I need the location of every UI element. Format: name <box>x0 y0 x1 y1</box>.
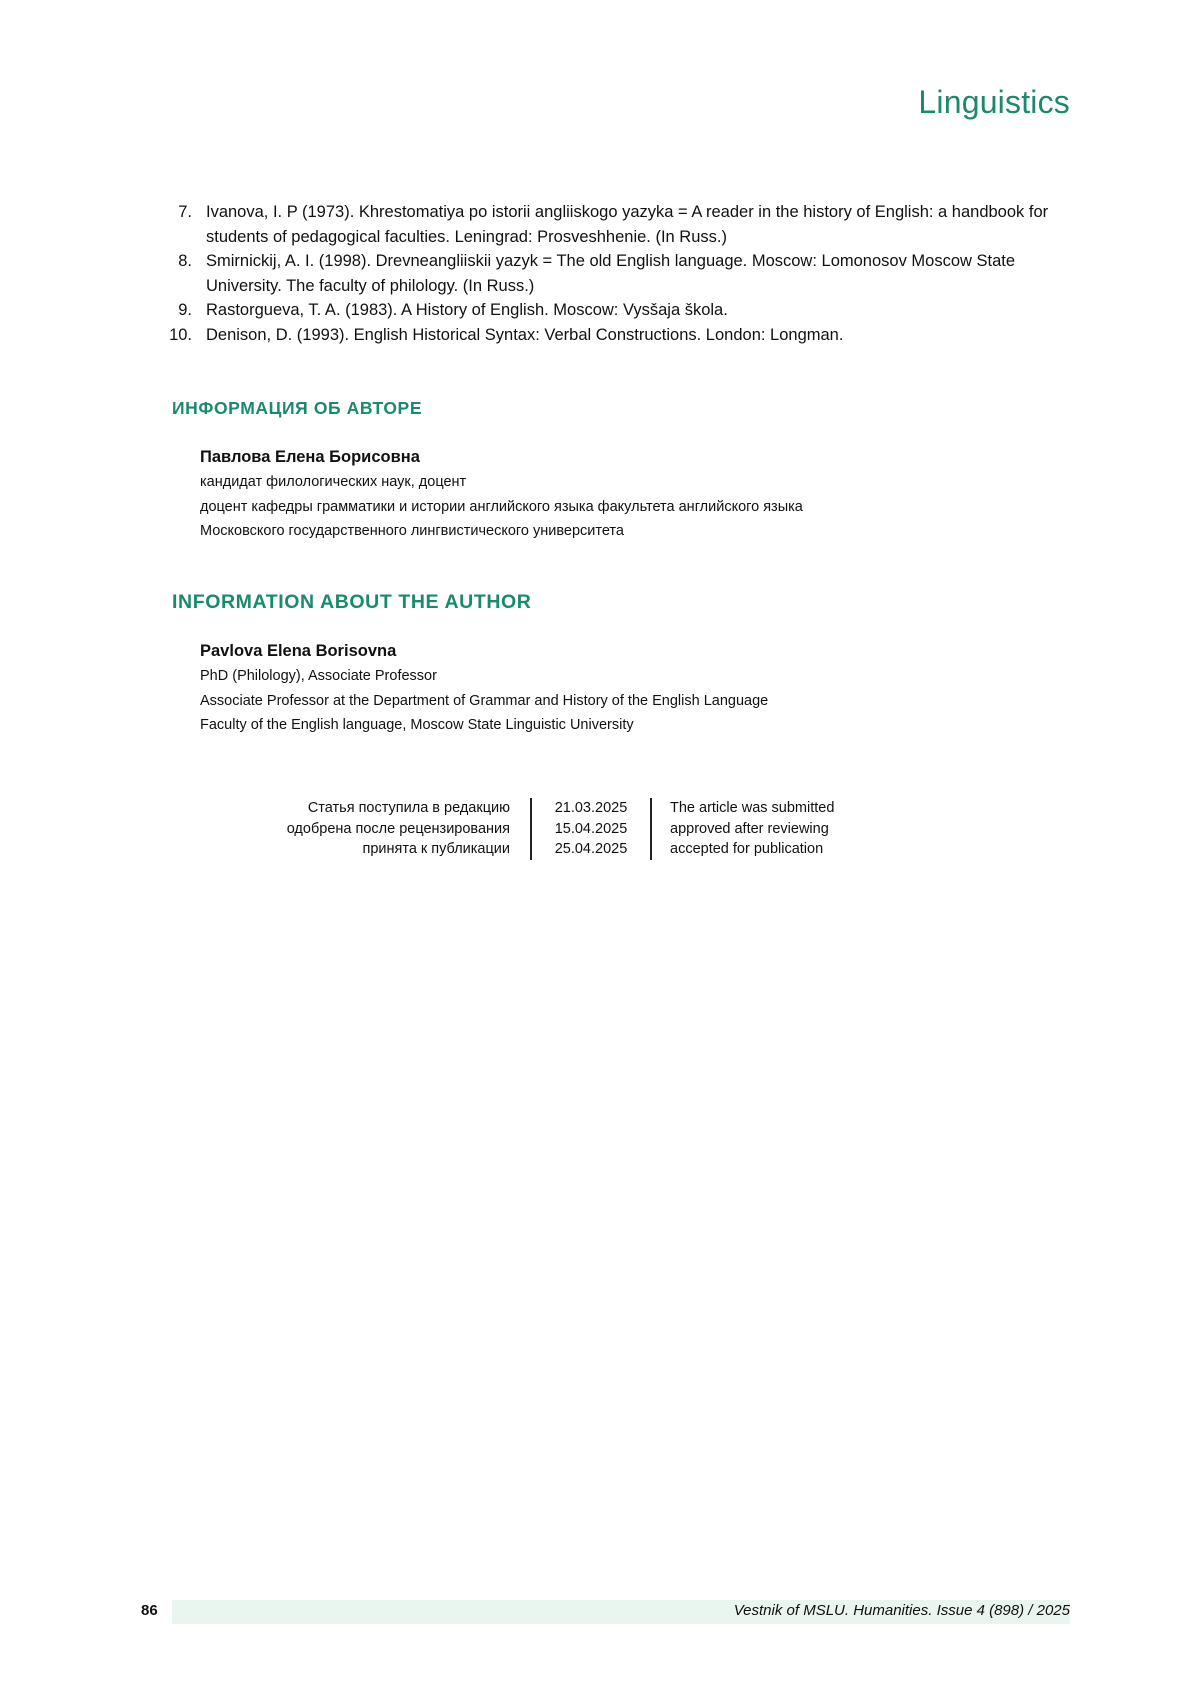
author-affiliation-en: Faculty of the English language, Moscow State Linguistic University <box>200 717 634 733</box>
reference-text: Ivanova, I. P (1973). Khrestomatiya po istorii angliiskogo yazyka = A reader in the history of English: a handbook for students of pedagogical faculties. Leningrad: Prosveshhenie. (In Russ.) <box>206 203 1049 246</box>
dates-labels-ru <box>260 798 532 860</box>
author-info-ru <box>200 444 803 544</box>
reference-list <box>158 200 1070 347</box>
author-degree-ru: кандидат филологических наук, доцент <box>200 474 467 490</box>
dates-labels-en <box>652 798 834 860</box>
date-label-en: The article was submitted <box>670 800 835 816</box>
date-label-en: approved after reviewing <box>670 820 829 837</box>
reference-number: 10. <box>169 325 192 344</box>
author-info-en <box>200 638 768 738</box>
author-name-ru: Павлова Елена Борисовна <box>200 448 420 466</box>
author-info-heading-en: INFORMATION ABOUT THE AUTHOR <box>172 591 532 613</box>
author-degree-en: PhD (Philology), Associate Professor <box>200 668 437 684</box>
footer-journal-title: Vestnik of MSLU. Humanities. Issue 4 (898) / 2025 <box>733 1602 1070 1619</box>
article-dates <box>260 798 834 860</box>
date-value: 21.03.2025 <box>554 800 628 816</box>
date-label-ru: принята к публикации <box>362 841 510 857</box>
author-info-heading-ru: ИНФОРМАЦИЯ ОБ АВТОРЕ <box>172 398 423 418</box>
author-position-en: Associate Professor at the Department of Grammar and History of the English Language <box>200 692 769 709</box>
author-name-en: Pavlova Elena Borisovna <box>200 642 397 660</box>
reference-item <box>158 200 1070 249</box>
reference-text: Denison, D. (1993). English Historical Syntax: Verbal Constructions. London: Longman. <box>206 325 844 344</box>
reference-text: Smirnickij, A. I. (1998). Drevneangliiskii yazyk = The old English language. Moscow: Lomonosov Moscow State University. The faculty of philology. (In Russ.) <box>206 252 1016 295</box>
section-title: Linguistics <box>918 84 1070 120</box>
date-label-ru: одобрена после рецензирования <box>286 820 510 837</box>
reference-number: 9. <box>178 301 192 319</box>
date-label-ru: Статья поступила в редакцию <box>307 800 510 816</box>
reference-number: 7. <box>178 203 192 221</box>
reference-item <box>158 323 1070 348</box>
dates-values <box>532 798 652 860</box>
page-number: 86 <box>141 1602 158 1619</box>
author-position-ru: доцент кафедры грамматики и истории английского языка факультета английского языка <box>200 498 803 515</box>
author-affiliation-ru: Московского государственного лингвистического университета <box>200 523 624 539</box>
reference-number: 8. <box>178 252 192 270</box>
date-value: 15.04.2025 <box>554 820 628 837</box>
date-label-en: accepted for publication <box>670 841 824 857</box>
date-value: 25.04.2025 <box>554 841 628 857</box>
reference-item <box>158 249 1070 298</box>
reference-item <box>158 298 1070 323</box>
reference-text: Rastorgueva, T. A. (1983). A History of English. Moscow: Vysšaja škola. <box>206 301 728 319</box>
